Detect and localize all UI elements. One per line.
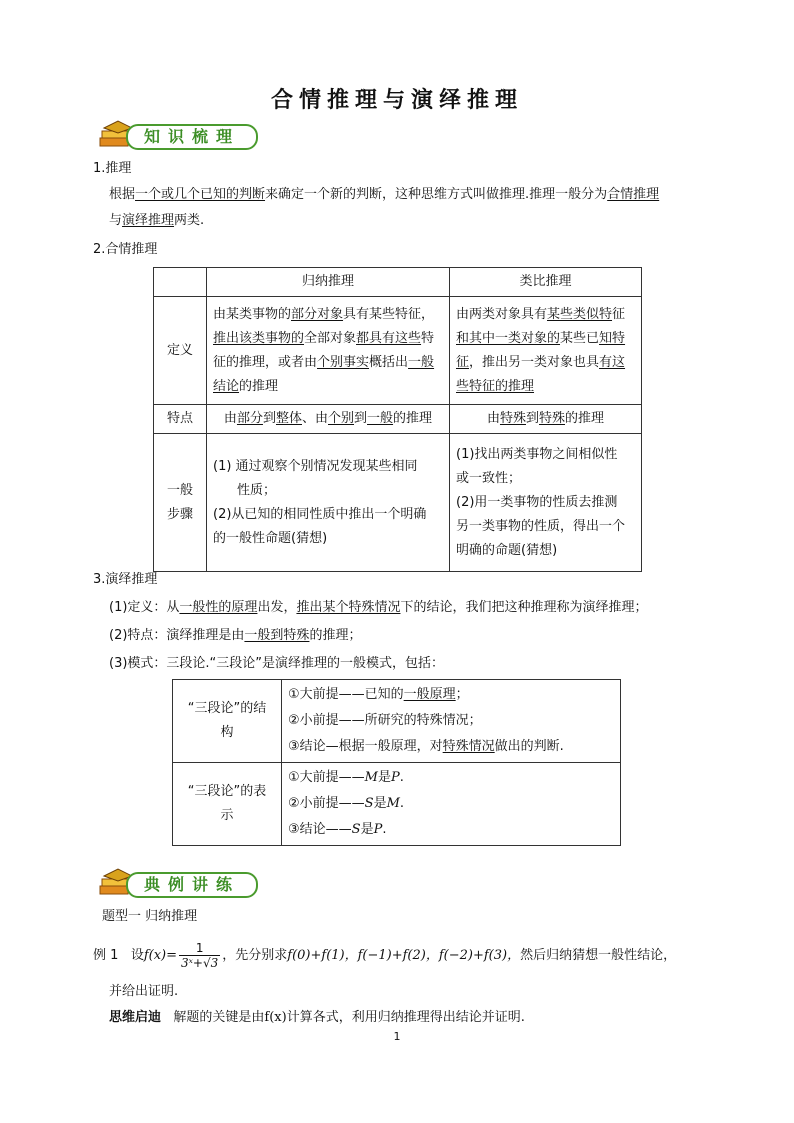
row-header: “三段论”的表 示 bbox=[173, 763, 282, 846]
paragraph-line bbox=[109, 598, 647, 618]
text-segment: 下的结论，我们把这种推理称为演绎推理； bbox=[400, 600, 648, 615]
text-segment: 部分 bbox=[236, 411, 263, 426]
text-segment: 部分对象 bbox=[291, 306, 344, 322]
text-segment: 的推理； bbox=[309, 628, 362, 643]
hint-line: 思维启迪 解题的关键是由f(x)计算各式，利用归纳推理得出结论并证明. bbox=[109, 1010, 525, 1025]
text-segment: (2)特点：演绎推理是由 bbox=[109, 628, 245, 643]
text-segment: 由 bbox=[223, 411, 237, 426]
row-header: “三段论”的结 构 bbox=[173, 680, 282, 763]
paragraph-line: (3)模式：三段论.“三段论”是演绎推理的一般模式，包括： bbox=[109, 656, 445, 671]
text-segment: ③结论—— bbox=[288, 822, 352, 837]
paragraph-line: 与演绎推理两类. bbox=[109, 213, 205, 228]
text-segment: 到 bbox=[262, 411, 276, 426]
text-segment: ①大前提—— bbox=[288, 770, 365, 785]
text-segment: M bbox=[364, 770, 378, 785]
section-heading-reasoning: 1.推理 bbox=[93, 161, 132, 176]
text-segment: 由某类事物的 bbox=[213, 306, 292, 322]
text-segment: ③结论—根据一般原理，对 bbox=[288, 739, 443, 754]
text-segment: 由 bbox=[486, 411, 500, 426]
row-header: 一般 步骤 bbox=[154, 434, 207, 572]
example-statement: 例 1 设f(x)= $\frac{1}{\text{3ˣ+√3}}$ ，先分别求f(0)+f(1)，f(−1)+f(2)，f(−2)+f(3)，然后归纳猜想一般性结论， bbox=[93, 941, 677, 970]
fraction: $\frac{1}{\text{3ˣ+√3}}$ bbox=[181, 941, 219, 970]
text-segment: ①大前提——已知的 bbox=[288, 687, 404, 702]
text-line: (1) 通过观察个别情况发现某些相同 bbox=[213, 458, 418, 474]
text-segment: 特殊 bbox=[539, 411, 566, 426]
text-segment: 到 bbox=[354, 411, 368, 426]
text-segment: 知特征 bbox=[456, 330, 626, 370]
text-segment: 一般原理 bbox=[403, 687, 456, 702]
section-heading-plausible: 2.合情推理 bbox=[93, 242, 158, 257]
column-header: 类比推理 bbox=[450, 268, 642, 297]
text-segment: S bbox=[364, 796, 374, 811]
paragraph-line bbox=[109, 626, 361, 646]
text-segment: 个别事实 bbox=[317, 354, 370, 370]
text-segment: 、由 bbox=[301, 411, 328, 426]
steps-induction bbox=[207, 434, 450, 572]
text-segment: 某些已 bbox=[560, 330, 600, 346]
text-segment: 有这些特征的推理 bbox=[456, 354, 626, 394]
section-banner-examples bbox=[96, 866, 266, 900]
text-segment: 概括出 bbox=[369, 354, 409, 370]
page-number: 1 bbox=[393, 1030, 401, 1043]
text-segment: 的推理 bbox=[393, 411, 433, 426]
text-segment: 具有某些特征， bbox=[343, 306, 435, 322]
text-segment: 一般性的原理 bbox=[179, 600, 258, 615]
feature-induction bbox=[207, 405, 450, 434]
text-segment: 的推理 bbox=[565, 411, 605, 426]
plausible-reasoning-table bbox=[153, 267, 642, 572]
text-segment: 是 bbox=[373, 796, 387, 811]
text-segment: . bbox=[399, 770, 404, 785]
definition-induction bbox=[207, 297, 450, 405]
text-segment: . bbox=[399, 796, 405, 811]
text-line: (2)用一类事物的性质去推测 bbox=[456, 494, 618, 510]
text-line: 性质； bbox=[237, 482, 277, 498]
text-segment: P bbox=[373, 822, 383, 837]
text-segment: . bbox=[382, 822, 387, 837]
problem-type-label: 题型一 归纳推理 bbox=[102, 909, 198, 924]
text-segment: 的推理 bbox=[239, 378, 279, 394]
syllogism-table bbox=[172, 679, 621, 846]
row-header: 特点 bbox=[154, 405, 207, 434]
syllogism-representation bbox=[282, 763, 621, 846]
text-segment: 和其中一类对象的 bbox=[456, 330, 561, 346]
example-statement-cont: 并给出证明. bbox=[109, 984, 179, 999]
steps-analogy bbox=[450, 434, 642, 572]
text-segment: 出发， bbox=[257, 600, 297, 615]
text-segment: 到 bbox=[525, 411, 539, 426]
text-segment: 个别 bbox=[328, 411, 355, 426]
text-segment: 一般 bbox=[367, 411, 394, 426]
text-line: 另一类事物的性质，得出一个 bbox=[456, 518, 626, 534]
column-header: 归纳推理 bbox=[207, 268, 450, 297]
banner-label: 典例讲练 bbox=[126, 872, 258, 898]
definition-analogy bbox=[450, 297, 642, 405]
text-segment: 整体 bbox=[275, 411, 302, 426]
text-segment: 推出某个特殊情况 bbox=[296, 600, 401, 615]
row-header: 定义 bbox=[154, 297, 207, 405]
text-segment: 征 bbox=[612, 306, 626, 322]
paragraph-line: 根据一个或几个已知的判断来确定一个新的判断，这种思维方式叫做推理.推理一般分为合情推理 bbox=[109, 187, 660, 202]
page-title: 合情推理与演绎推理 bbox=[270, 87, 523, 113]
text-segment: 由两类对象具有 bbox=[456, 306, 548, 322]
text-segment: 一般结论 bbox=[213, 354, 435, 394]
text-line: 明确的命题(猜想) bbox=[456, 542, 558, 558]
text-segment: 全部对象 bbox=[304, 330, 357, 346]
text-segment: 某些类似特 bbox=[547, 306, 613, 322]
text-segment: P bbox=[390, 770, 400, 785]
text-segment: ； bbox=[455, 687, 469, 702]
text-segment: 是 bbox=[360, 822, 374, 837]
text-line: (1)找出两类事物之间相似性 bbox=[456, 446, 618, 462]
text-segment: M bbox=[386, 796, 400, 811]
text-segment: 特殊 bbox=[499, 411, 526, 426]
text-segment: 做出的判断. bbox=[494, 739, 564, 754]
text-segment: 都具有这些 bbox=[356, 330, 422, 346]
feature-analogy bbox=[450, 405, 642, 434]
text-segment: ，推出另一类对象也具 bbox=[469, 354, 600, 370]
text-line: 或一致性； bbox=[456, 470, 522, 486]
syllogism-structure: ①大前提——已知的一般原理； ②小前提——所研究的特殊情况； ③结论—根据一般原理，对特殊情况做出的判断. bbox=[282, 680, 621, 763]
text-segment: 一般到特殊 bbox=[244, 628, 310, 643]
text-line: 的一般性命题(猜想) bbox=[213, 530, 328, 546]
text-segment: S bbox=[351, 822, 361, 837]
text-segment: (1)定义：从 bbox=[109, 600, 180, 615]
text-segment: ②小前提—— bbox=[288, 796, 365, 811]
text-line: (2)从已知的相同性质中推出一个明确 bbox=[213, 506, 427, 522]
text-segment: 特殊情况 bbox=[442, 739, 495, 754]
banner-label: 知识梳理 bbox=[126, 124, 258, 150]
section-banner-knowledge bbox=[96, 118, 266, 152]
section-heading-deductive: 3.演绎推理 bbox=[93, 572, 158, 587]
text-segment: 推出该类事物的 bbox=[213, 330, 305, 346]
text-segment: 特征的推理，或者由 bbox=[213, 330, 435, 370]
text-segment: 是 bbox=[377, 770, 391, 785]
